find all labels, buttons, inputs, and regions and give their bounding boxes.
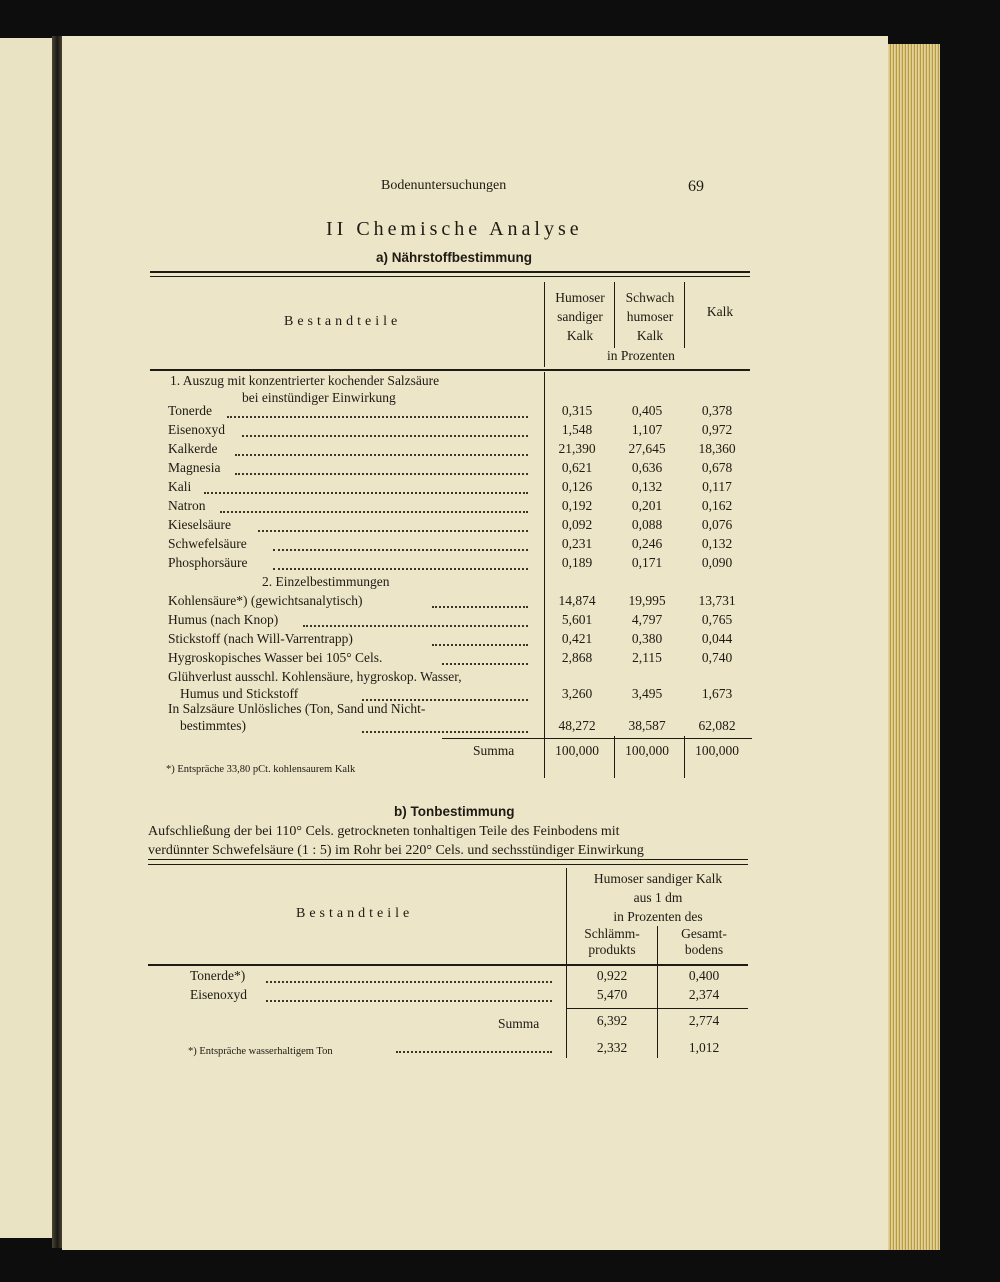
- book-page: [62, 36, 888, 1250]
- summa-rule: [442, 738, 752, 739]
- running-title: Bodenuntersuchungen: [381, 178, 507, 193]
- row-label: Humus (nach Knop): [168, 612, 279, 627]
- col1-header: [549, 288, 611, 345]
- cell-value: 2,868: [561, 650, 593, 665]
- summa-value: 100,000: [695, 743, 739, 758]
- cell-value: 0,126: [561, 479, 593, 494]
- group2-title: 2. Einzelbestimmungen: [262, 574, 390, 589]
- section-title: II Chemische Analyse: [326, 218, 583, 240]
- cell-value: 0,132: [631, 479, 663, 494]
- dot-leader: [266, 1000, 552, 1002]
- summa-value-b: 2,774: [688, 1013, 720, 1028]
- table-b-group-head: [568, 869, 748, 926]
- row-label: Magnesia: [168, 460, 221, 475]
- dot-leader: [273, 549, 528, 551]
- group1-title: [170, 372, 439, 406]
- cell-value: 2,115: [632, 650, 662, 665]
- footnote-b-value: 2,332: [596, 1040, 628, 1055]
- row-label: Tonerde: [168, 403, 213, 418]
- group1-title-line: bei einstündiger Einwirkung: [242, 390, 396, 405]
- cell-value: 0,192: [561, 498, 593, 513]
- table-b-col-label: Bestandteile: [296, 906, 414, 921]
- cell-value: 2,374: [688, 987, 720, 1002]
- sub1-line: Schlämm-: [584, 926, 640, 941]
- cell-value: 0,092: [561, 517, 593, 532]
- cell-value: 4,797: [631, 612, 663, 627]
- sub1-line: produkts: [588, 942, 636, 957]
- row-label: Schwefelsäure: [168, 536, 247, 551]
- cell-value: 0,231: [561, 536, 593, 551]
- summa-value-b: 6,392: [596, 1013, 628, 1028]
- col-divider: [684, 282, 685, 348]
- dot-leader: [362, 731, 528, 733]
- cell-value: 0,044: [701, 631, 733, 646]
- intro-line: verdünnter Schwefelsäure (1 : 5) im Rohr bei 220° Cels. und sechsstündiger Einwirkung: [148, 843, 644, 858]
- sub2-line: Gesamt-: [681, 926, 727, 941]
- cell-value: 1,548: [561, 422, 593, 437]
- row-label: Phosphorsäure: [168, 555, 248, 570]
- row-label: Kohlensäure*) (gewichtsanalytisch): [168, 593, 363, 608]
- sub1-header: [568, 926, 656, 958]
- col-divider: [657, 926, 658, 1058]
- col2-line: humoser: [626, 309, 674, 324]
- cell-value: 62,082: [698, 718, 736, 733]
- cell-value: 1,107: [631, 422, 663, 437]
- cell-value: 14,874: [558, 593, 596, 608]
- summa-label: Summa: [473, 743, 515, 758]
- table-a-top-rule: [150, 271, 750, 273]
- group-head-line: Humoser sandiger Kalk: [593, 871, 723, 886]
- cell-value: 0,421: [561, 631, 593, 646]
- cell-value: 3,260: [561, 686, 593, 701]
- col1-line: Kalk: [566, 328, 594, 343]
- col1-line: sandiger: [557, 309, 603, 324]
- dot-leader: [273, 568, 528, 570]
- cell-value: 0,117: [702, 479, 732, 494]
- cell-value: 0,088: [631, 517, 663, 532]
- cell-value: 0,189: [561, 555, 593, 570]
- cell-value: 0,076: [701, 517, 733, 532]
- cell-value: 0,132: [701, 536, 733, 551]
- table-a-header-rule: [150, 369, 750, 371]
- left-page-edge: [0, 38, 54, 1238]
- unit-label: in Prozenten: [607, 348, 675, 363]
- group-head-line: in Prozenten des: [613, 909, 703, 924]
- cell-value: 0,765: [701, 612, 733, 627]
- cell-value: 0,922: [596, 968, 628, 983]
- cell-value: 0,378: [701, 403, 733, 418]
- cell-value: 13,731: [698, 593, 736, 608]
- col2-header: [618, 288, 682, 345]
- cell-value: 0,636: [631, 460, 663, 475]
- dot-leader: [204, 492, 528, 494]
- sub2-header: [660, 926, 748, 958]
- subsection-b-title: b) Tonbestimmung: [394, 804, 515, 819]
- summa-value: 100,000: [625, 743, 669, 758]
- summa-rule-b: [566, 1008, 748, 1009]
- row-label: Hygroskopisches Wasser bei 105° Cels.: [168, 650, 383, 665]
- col2-line: Kalk: [636, 328, 664, 343]
- dot-leader: [227, 416, 528, 418]
- cell-value: 5,601: [561, 612, 593, 627]
- cell-value: 3,495: [631, 686, 663, 701]
- row-label: Eisenoxyd: [190, 987, 247, 1002]
- col3-header: Kalk: [706, 304, 734, 319]
- cell-value: 0,201: [631, 498, 663, 513]
- group-head-line: aus 1 dm: [633, 890, 683, 905]
- row-label: Stickstoff (nach Will-Varrentrapp): [168, 631, 353, 646]
- cell-value: 38,587: [628, 718, 666, 733]
- table-a-col-label: Bestandteile: [284, 314, 402, 329]
- cell-value: 0,171: [631, 555, 663, 570]
- row-label: Natron: [168, 498, 206, 513]
- table-a-top-rule-2: [150, 276, 750, 277]
- col-divider: [566, 868, 567, 1058]
- subsection-a-title: a) Nährstoffbestimmung: [376, 250, 533, 265]
- cell-value: 0,740: [701, 650, 733, 665]
- row-label: Tonerde*): [190, 968, 246, 983]
- dot-leader: [303, 625, 528, 627]
- row-label: Kalkerde: [168, 441, 218, 456]
- cell-value: 18,360: [698, 441, 736, 456]
- group1-title-line: 1. Auszug mit konzentrierter kochender Salzsäure: [170, 373, 440, 388]
- table-b-top-rule-2: [148, 864, 748, 865]
- row-label: Kieselsäure: [168, 517, 231, 532]
- row-label: bestimmtes): [180, 718, 246, 733]
- page-number: 69: [688, 178, 704, 195]
- cell-value: 0,315: [561, 403, 593, 418]
- summa-label-b: Summa: [498, 1016, 540, 1031]
- footnote-a: *) Entspräche 33,80 pCt. kohlensaurem Kalk: [166, 764, 356, 775]
- cell-value: 0,380: [631, 631, 663, 646]
- dot-leader: [235, 454, 528, 456]
- cell-value: 0,246: [631, 536, 663, 551]
- table-b-header-rule: [148, 964, 748, 966]
- subsection-b-intro: [148, 822, 644, 860]
- dot-leader: [258, 530, 528, 532]
- cell-value: 0,400: [688, 968, 720, 983]
- cell-value: 0,162: [701, 498, 733, 513]
- col-divider: [614, 282, 615, 348]
- dot-leader: [432, 644, 528, 646]
- cell-value: 48,272: [558, 718, 596, 733]
- col2-line: Schwach: [625, 290, 675, 305]
- page-edges: [886, 44, 940, 1250]
- cell-value: 0,678: [701, 460, 733, 475]
- cell-value: 1,673: [701, 686, 733, 701]
- footnote-b: *) Entspräche wasserhaltigem Ton: [188, 1046, 333, 1057]
- cell-value: 19,995: [628, 593, 666, 608]
- sub2-line: bodens: [684, 942, 724, 957]
- cell-value: 5,470: [596, 987, 628, 1002]
- table-b-top-rule: [148, 859, 748, 860]
- row-label: Humus und Stickstoff: [180, 686, 299, 701]
- row-label: Kali: [168, 479, 192, 494]
- footnote-b-value: 1,012: [688, 1040, 720, 1055]
- footnote-b-leader: [396, 1051, 552, 1053]
- summa-value: 100,000: [555, 743, 599, 758]
- intro-line: Aufschließung der bei 110° Cels. getrockneten tonhaltigen Teile des Feinbodens mit: [148, 824, 620, 839]
- dot-leader: [442, 663, 528, 665]
- dot-leader: [235, 473, 528, 475]
- cell-value: 27,645: [628, 441, 666, 456]
- dot-leader: [220, 511, 528, 513]
- cell-value: 0,621: [561, 460, 593, 475]
- row-label: Glühverlust ausschl. Kohlensäure, hygroskop. Wasser,: [168, 669, 462, 684]
- row-label: Eisenoxyd: [168, 422, 225, 437]
- col-divider: [544, 282, 545, 367]
- cell-value: 0,090: [701, 555, 733, 570]
- col1-line: Humoser: [555, 290, 605, 305]
- row-label: In Salzsäure Unlösliches (Ton, Sand und Nicht-: [168, 701, 426, 716]
- dot-leader: [432, 606, 528, 608]
- cell-value: 21,390: [558, 441, 596, 456]
- cell-value: 0,972: [701, 422, 733, 437]
- dot-leader: [266, 981, 552, 983]
- cell-value: 0,405: [631, 403, 663, 418]
- dot-leader: [242, 435, 528, 437]
